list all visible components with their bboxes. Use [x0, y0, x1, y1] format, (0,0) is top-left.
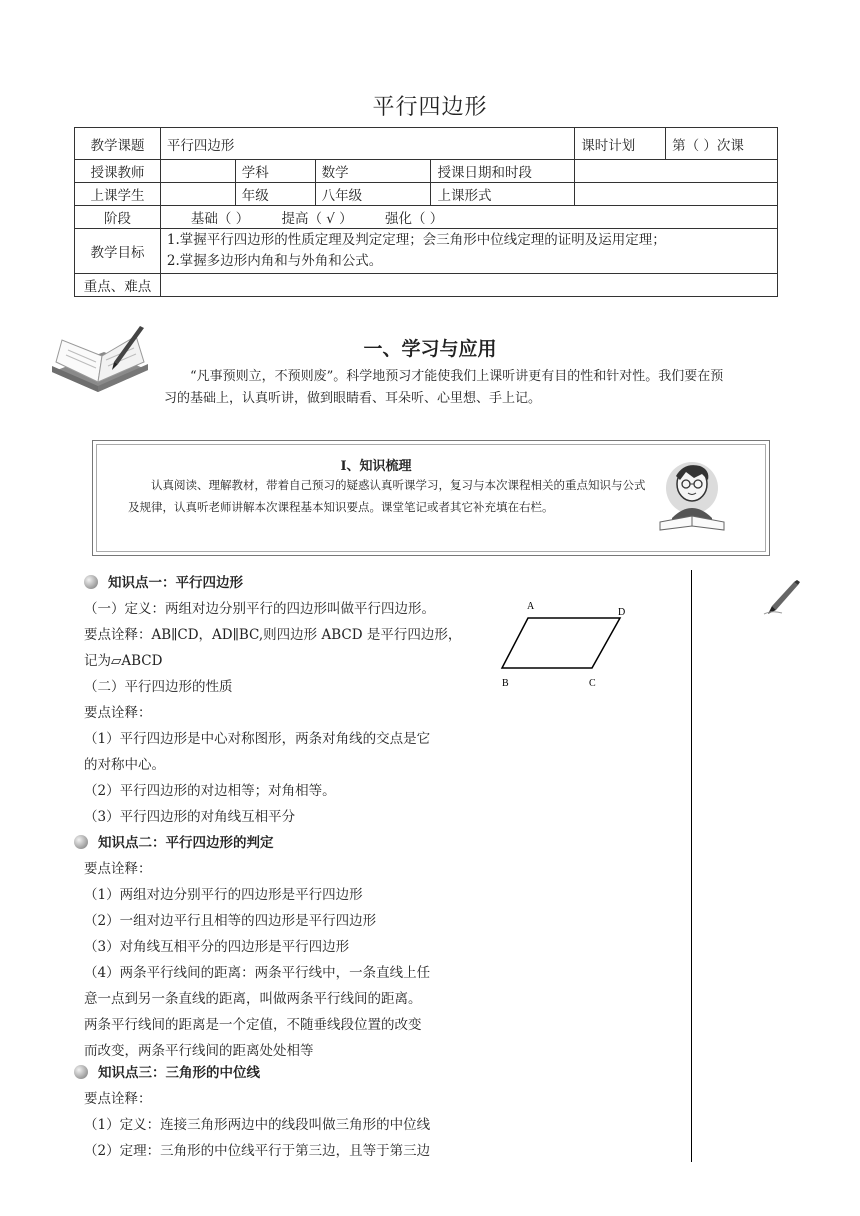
teacher-value	[160, 160, 235, 183]
goal-cell	[160, 229, 777, 274]
kp1-line: （二）平行四边形的性质	[84, 679, 233, 695]
stage-improve: 提高（ √ ）	[281, 211, 353, 227]
stage-basic: 基础（ ）	[190, 211, 250, 227]
bullet-icon	[84, 575, 98, 589]
goal-2: 2.掌握多边形内角和与外角和公式。	[166, 253, 383, 269]
label-goal: 教学目标	[75, 229, 161, 274]
knowledge-point-1	[84, 570, 468, 830]
section-title: 一、学习与应用	[363, 338, 497, 360]
vertex-label-a: A	[527, 601, 535, 612]
student-value	[160, 183, 235, 206]
bullet-icon	[74, 1065, 88, 1079]
label-subject: 教学课题	[75, 128, 161, 160]
knowledge-box-title: Ⅰ、知识梳理	[340, 459, 412, 474]
kp2-line: 两条平行线间的距离是一个定值，不随垂线段位置的改变	[84, 1017, 422, 1033]
kp2-line: 而改变，两条平行线间的距离处处相等	[84, 1043, 314, 1059]
section-intro: “凡事预则立，不预则废”。科学地预习才能使我们上课听讲更有目的性和针对性。我们要在预习的基础上，认真听讲，做到眼睛看、耳朵听、心里想、手上记。	[164, 369, 724, 406]
kp3-line: 要点诠释：	[84, 1091, 152, 1107]
kp2-line: （4）两条平行线间的距离：两条平行线中，一条直线上任	[84, 965, 431, 981]
kp1-line: 要点诠释：AB∥CD，AD∥BC,则四边形 ABCD 是平行四边形，	[84, 627, 462, 643]
label-form: 上课形式	[431, 183, 575, 206]
kp2-title: 知识点二：平行四边形的判定	[98, 835, 274, 851]
kp2-line: （3）对角线互相平分的四边形是平行四边形	[84, 939, 350, 955]
stage-strengthen: 强化（ ）	[384, 211, 444, 227]
label-stage: 阶段	[75, 206, 161, 229]
label-key: 重点、难点	[75, 274, 161, 297]
label-course: 学科	[235, 160, 315, 183]
label-teacher: 授课教师	[75, 160, 161, 183]
form-value	[575, 183, 778, 206]
kp1-title: 知识点一：平行四边形	[108, 575, 243, 591]
kp1-line: （一）定义：两组对边分别平行的四边形叫做平行四边形。	[84, 601, 435, 617]
pen-icon	[762, 580, 802, 616]
label-student: 上课学生	[75, 183, 161, 206]
bullet-icon	[74, 835, 88, 849]
label-date: 授课日期和时段	[431, 160, 575, 183]
date-value	[575, 160, 778, 183]
kp1-line: （2）平行四边形的对边相等；对角相等。	[84, 783, 336, 799]
kp1-line: 记为▱ABCD	[84, 653, 163, 669]
kp1-line: （1）平行四边形是中心对称图形，两条对角线的交点是它	[84, 731, 431, 747]
kp2-line: 意一点到另一条直线的距离，叫做两条平行线间的距离。	[84, 991, 422, 1007]
parallelogram-figure	[496, 598, 630, 690]
course-value: 数学	[315, 160, 431, 183]
plan-value: 第（ ）次课	[666, 128, 778, 160]
lesson-info-table	[74, 127, 778, 297]
knowledge-point-3	[84, 1060, 468, 1164]
goal-1: 1.掌握平行四边形的性质定理及判定定理；会三角形中位线定理的证明及运用定理；	[166, 232, 666, 248]
vertex-label-d: D	[618, 607, 626, 618]
kp2-line: 要点诠释：	[84, 861, 152, 877]
label-grade: 年级	[235, 183, 315, 206]
kp1-line: 的对称中心。	[84, 757, 165, 773]
subject-value: 平行四边形	[160, 128, 574, 160]
kp2-line: （1）两组对边分别平行的四边形是平行四边形	[84, 887, 363, 903]
key-value	[160, 274, 777, 297]
label-plan: 课时计划	[575, 128, 666, 160]
page-title: 平行四边形	[372, 95, 488, 120]
knowledge-point-2	[84, 830, 468, 1064]
vertex-label-c: C	[589, 678, 596, 689]
stage-options	[160, 206, 777, 229]
student-reading-icon	[654, 458, 730, 540]
kp3-title: 知识点三：三角形的中位线	[98, 1065, 260, 1081]
knowledge-box-text: 认真阅读、理解教材，带着自己预习的疑惑认真听课学习，复习与本次课程相关的重点知识与公式及规律，认真听老师讲解本次课程基本知识要点。课堂笔记或者其它补充填在右栏。	[128, 478, 646, 514]
column-divider	[691, 570, 692, 1162]
kp3-line: （2）定理：三角形的中位线平行于第三边，且等于第三边	[84, 1143, 431, 1159]
kp3-line: （1）定义：连接三角形两边中的线段叫做三角形的中位线	[84, 1117, 431, 1133]
parallelogram-shape	[502, 618, 620, 668]
kp2-line: （2）一组对边平行且相等的四边形是平行四边形	[84, 913, 377, 929]
kp1-line: （3）平行四边形的对角线互相平分	[84, 809, 296, 825]
grade-value: 八年级	[315, 183, 431, 206]
kp1-line: 要点诠释：	[84, 705, 152, 721]
vertex-label-b: B	[502, 678, 509, 689]
